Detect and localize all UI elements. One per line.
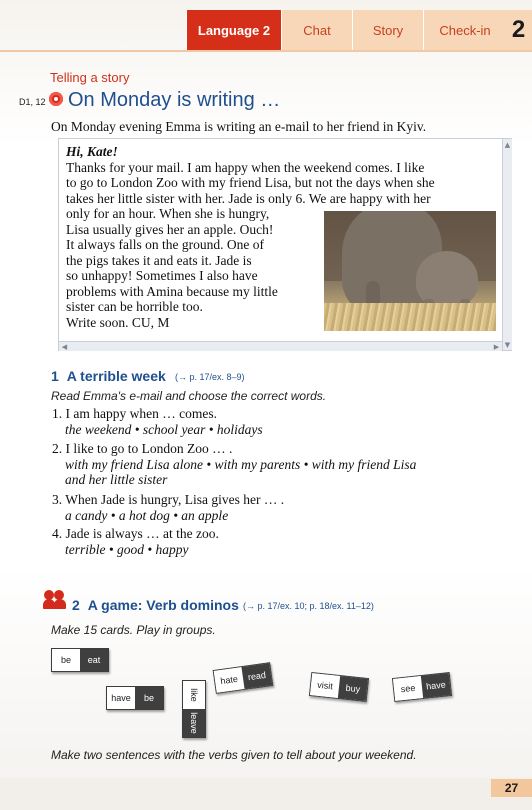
question-1 [52, 406, 263, 437]
domino-right: eat [80, 649, 108, 671]
question-options: terrible • good • happy [65, 541, 189, 557]
domino-card[interactable] [106, 686, 164, 710]
question-options: the weekend • school year • holidays [65, 421, 263, 437]
scroll-down-icon[interactable]: ▼ [504, 340, 511, 349]
exercise-1-heading [51, 368, 166, 384]
domino-right [183, 709, 205, 737]
question-text: 4. Jade is always … at the zoo. [52, 526, 219, 541]
question-options: with my friend Lisa alone • with my parents • with my friend Lisa [65, 456, 417, 472]
question-options: and her little sister [65, 472, 168, 487]
audio-track-label: D1, 12 [19, 97, 46, 107]
section-kicker: Telling a story [50, 70, 130, 85]
domino-left: hate [214, 667, 245, 693]
domino-card[interactable] [51, 648, 109, 672]
closing-instruction: Make two sentences with the verbs given to tell about your weekend. [51, 748, 417, 762]
email-line: sister can be horrible too. [66, 299, 203, 314]
email-line: It always falls on the ground. One of [66, 237, 264, 252]
pair-work-icon [42, 588, 68, 610]
domino-right: buy [338, 676, 368, 701]
domino-left: have [107, 687, 135, 709]
email-line: Lisa usually gives her an apple. Ouch! [66, 221, 274, 237]
domino-left: see [393, 676, 423, 701]
elephant-photo [324, 211, 496, 331]
tab-chat[interactable]: Chat [281, 10, 352, 50]
email-line: Thanks for your mail. I am happy when the weekend comes. I like [66, 159, 425, 175]
exercise-2-heading [72, 597, 239, 613]
domino-left [183, 681, 205, 709]
exercise-1-title: A terrible week [66, 368, 166, 384]
exercise-2-title: A game: Verb dominos [87, 597, 239, 613]
unit-number: 2 [505, 10, 532, 50]
domino-left: be [52, 649, 80, 671]
audio-cd-icon[interactable] [49, 92, 63, 106]
domino-right: read [241, 663, 272, 689]
email-line: problems with Amina because my little [66, 283, 278, 299]
exercise-1-reference: (→ p. 17/ex. 8–9) [175, 372, 245, 382]
email-line: to go to London Zoo with my friend Lisa, but not the days when she [66, 175, 435, 190]
domino-left-text: like [188, 688, 199, 702]
intro-text: On Monday evening Emma is writing an e-mail to her friend in Kyiv. [51, 119, 427, 134]
email-horizontal-scrollbar[interactable] [59, 341, 502, 351]
exercise-2-number: 2 [72, 597, 80, 613]
email-line: takes her little sister with her. Jade is only 6. We are happy with her [66, 190, 431, 206]
domino-right-text: leave [188, 712, 199, 734]
question-4 [52, 526, 219, 557]
exercise-1-instruction: Read Emma's e-mail and choose the correct words. [51, 389, 327, 403]
question-2 [52, 441, 416, 488]
exercise-2-instruction: Make 15 cards. Play in groups. [51, 623, 216, 637]
exercise-2-reference: (→ p. 17/ex. 10; p. 18/ex. 11–12) [243, 601, 374, 611]
exercise-1-number: 1 [51, 368, 59, 384]
page-title: On Monday is writing … [68, 89, 281, 111]
email-line: Write soon. CU, M [66, 314, 170, 330]
domino-right: be [135, 687, 163, 709]
email-greeting: Hi, Kate! [66, 144, 118, 159]
question-text: 3. When Jade is hungry, Lisa gives her … . [52, 492, 285, 507]
email-line: only for an hour. When she is hungry, [66, 206, 270, 221]
scroll-up-icon[interactable]: ▲ [504, 140, 511, 149]
domino-right: have [421, 673, 451, 698]
domino-card[interactable] [182, 680, 206, 738]
tab-check-in[interactable]: Check-in [423, 10, 506, 50]
question-3 [52, 492, 284, 523]
email-line: so unhappy! Sometimes I also have [66, 268, 258, 283]
question-text: 1. I am happy when … comes. [52, 406, 217, 421]
page-number: 27 [491, 779, 532, 797]
question-text: 2. I like to go to London Zoo … . [52, 441, 233, 456]
domino-left: visit [310, 673, 340, 698]
header-divider [0, 50, 532, 52]
footer-band [0, 778, 532, 810]
email-vertical-scrollbar[interactable] [502, 139, 512, 350]
section-tabs [186, 10, 506, 50]
scroll-left-icon[interactable]: ◀ [61, 342, 68, 351]
tab-language-2[interactable]: Language 2 [186, 10, 281, 50]
question-options: a candy • a hot dog • an apple [65, 507, 229, 523]
email-line: the pigs takes it and eats it. Jade is [66, 252, 252, 268]
tab-story[interactable]: Story [352, 10, 423, 50]
scroll-right-icon[interactable]: ▶ [493, 342, 500, 351]
